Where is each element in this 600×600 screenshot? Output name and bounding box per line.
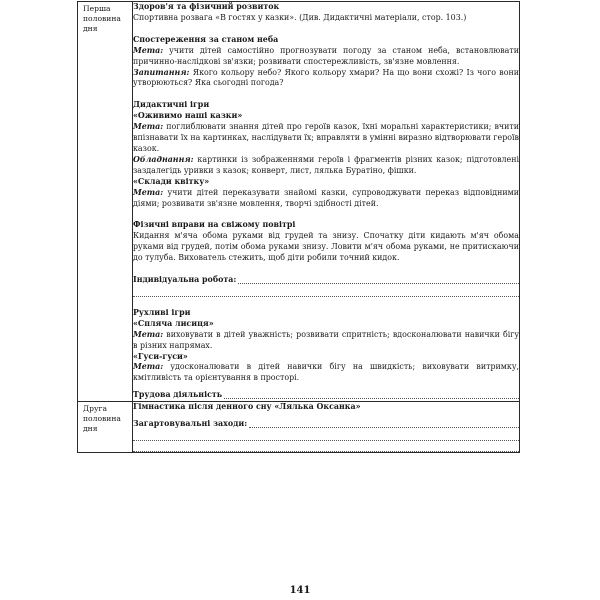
section-heading: Спостереження за станом неба xyxy=(133,34,279,44)
questions-paragraph: Запитання: Якого кольору небо? Якого кольору хмари? На що вони схожі? Із чого вони утворюються? Яка сьогодні погода? xyxy=(133,67,519,88)
goal-paragraph: Мета: поглиблювати знання дітей про героїв казок, їхні моральні характеристики; вчити впізнавати їх на картинках, наслідувати їх; вправляти в умінні виразно відтворювати героїв казок. xyxy=(133,122,519,153)
hardening-line: Загартовувальні заходи: xyxy=(133,419,519,430)
sport-text: Спортивна розвага «В гостях у казки». (Див. Дидактичні матеріали, стор. 103.) xyxy=(133,12,467,22)
equipment-paragraph: Обладнання: картинки із зображеннями героїв і фрагментів різних казок; підготовлені заздалегідь уривки з казок; конверт, лист, лялька Буратіно, фішки. xyxy=(133,154,519,175)
row-label: Друга половина дня xyxy=(83,404,121,434)
page-number: 141 xyxy=(289,585,311,596)
day-plan-table xyxy=(77,1,520,453)
section-heading: Здоров'я та фізичний розвиток xyxy=(133,2,280,11)
dotted-fill-line xyxy=(249,427,519,428)
individual-work-line: Індивідуальна робота: xyxy=(133,275,519,286)
game-title: «Гуси-гуси» xyxy=(133,351,188,361)
game-title: «Склади квітку» xyxy=(133,176,210,186)
row-label-cell xyxy=(78,402,133,453)
labor-activity-line: Трудова діяльність xyxy=(133,390,519,401)
dotted-fill-line xyxy=(133,430,519,441)
game-title: «Спляча лисиця» xyxy=(133,318,214,328)
dotted-fill-line xyxy=(133,441,519,452)
row-content-cell xyxy=(133,402,520,453)
goal-paragraph: Мета: учити дітей переказувати знайомі казки, супроводжувати переказ відповідними діями; розвивати зв'язне мовлення, творчі здібності дітей. xyxy=(133,187,519,208)
row-content-cell xyxy=(133,2,520,402)
goal-paragraph: Мета: удосконалювати в дітей навички бігу на швидкість; виховувати витримку, кмітливість та орієнтування в просторі. xyxy=(133,362,519,383)
dotted-fill-line xyxy=(133,286,519,297)
row-label-cell xyxy=(78,2,133,402)
table-row xyxy=(78,402,520,453)
section-heading: Фізичні вправи на свіжому повітрі xyxy=(133,220,296,230)
section-heading: Рухливі ігри xyxy=(133,307,191,317)
exercises-text: Кидання м'яча обома руками від грудей та знизу. Спочатку діти кидають м'яч обома руками від грудей, потім обома руками знизу. Ловити м'яч обома руками, не притискаючи до тулуба. Вихователь стежить, щоб діти робили точний кидок. xyxy=(133,231,519,263)
section-heading: Дидактичні ігри xyxy=(133,100,210,110)
game-title: «Оживимо наші казки» xyxy=(133,111,243,121)
row-label: Перша половина дня xyxy=(83,4,121,33)
dotted-fill-line xyxy=(238,283,519,284)
goal-paragraph: Мета: виховувати в дітей уважність; розвивати спритність; вдосконалювати навички бігу в різних напрямах. xyxy=(133,329,519,350)
dotted-fill-line xyxy=(224,398,519,399)
gymnastics-text: Гімнастика після денного сну «Лялька Оксанка» xyxy=(133,402,361,412)
goal-paragraph: Мета: учити дітей самостійно прогнозувати погоду за станом неба, встановлювати причинно-наслідкові зв'язки; розвивати спостережливість, зв'язне мовлення. xyxy=(133,45,519,66)
table-row xyxy=(78,2,520,402)
